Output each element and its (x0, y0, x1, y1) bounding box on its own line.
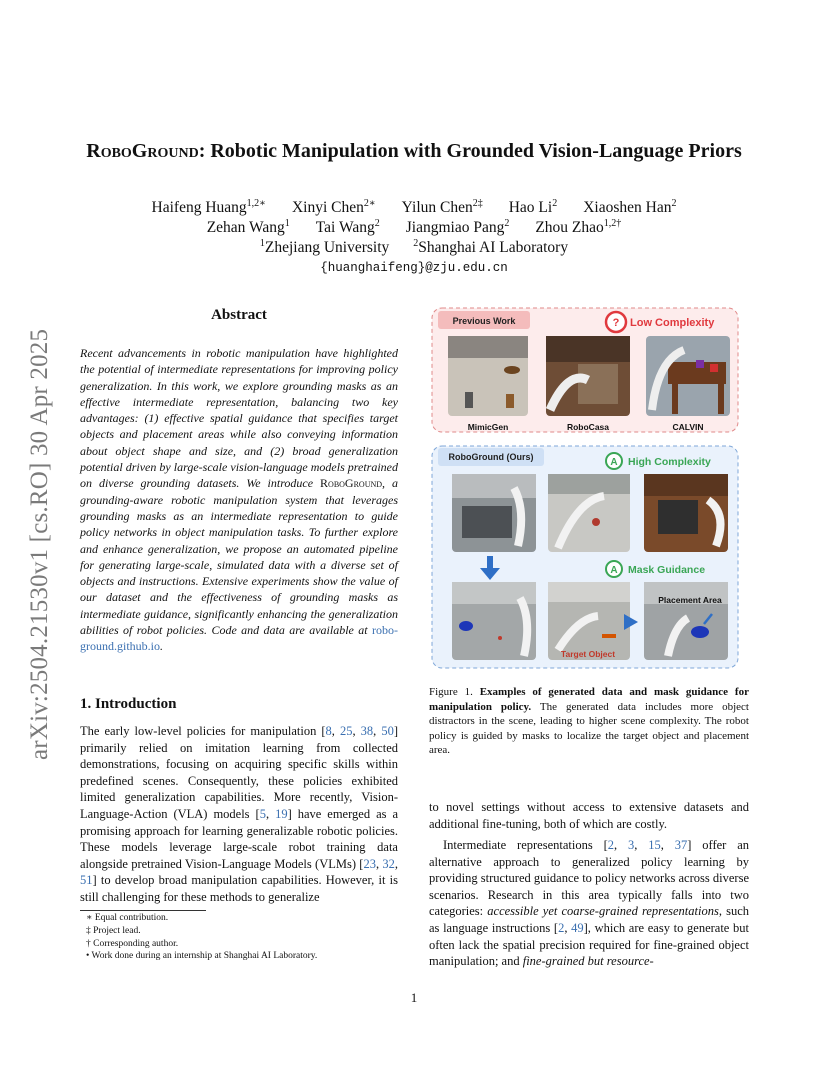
title-name: RoboGround (86, 140, 199, 162)
question-badge-text: ? (612, 317, 620, 329)
paragraph-text: , (660, 838, 675, 852)
scene-label-robocasa: RoboCasa (566, 422, 610, 432)
intro-paragraph-continued: to novel settings without access to extensive datasets and additional fine-tuning, both of which are costly. (429, 800, 749, 831)
author-text: Xiaoshen Han (583, 199, 672, 217)
author-affiliation-sup: 2 (374, 218, 380, 229)
target-object-label: Target Object (560, 649, 616, 659)
citation-link[interactable]: 49 (571, 920, 584, 935)
figure-1 (428, 300, 750, 672)
placement-area-label: Placement Area (658, 595, 722, 605)
citation-link[interactable]: 50 (381, 724, 394, 738)
emphasis-text: fine-grained but resource- (522, 954, 654, 969)
citation-link[interactable]: 32 (382, 856, 395, 871)
footnote: ‡ Project lead. (86, 925, 141, 936)
paragraph-text: , (613, 838, 628, 852)
paragraph-text: , (634, 838, 649, 852)
author-affiliation-sup: 2 (504, 218, 510, 229)
mask-scene-3-image (644, 582, 728, 660)
arxiv-id: arXiv:2504.21530v1 [cs.RO] 30 Apr 2025 (26, 328, 53, 760)
author-text: Tai Wang (315, 219, 375, 237)
caption-rest: The generated data includes more object distractors in the scene, leading to higher scene complexity. The robot policy is guided by masks to localize the target object and placement area. (429, 700, 749, 756)
abstract-part: Recent advancements in robotic manipulation have highlighted the potential of intermediate representations for improving policy generalization. In this work, we explore grounding masks as an effective intermediate representation, balancing two key advantages: (1) effective spatial guidance that specifies target objects and placement areas while also conveying information about object shape and size, and (2) broad generalization potential driven by large-scale vision-language models pretrained on diverse grounding datasets. We introduce (80, 346, 398, 491)
answer-badge-text: A (610, 457, 618, 468)
paragraph-text: , (375, 856, 383, 871)
paragraph-text: ] primarily relied on imitation learning from collected demonstrations, focusing on acquiring specific skills within predefined scenes. Consequently, these policies exhibited limited generalization capabilities. More recently, Vision-Language-Action (VLA) models [ (80, 724, 399, 821)
paragraph-text: , (331, 724, 340, 738)
project-link[interactable]: robo-ground.github.io (80, 623, 398, 654)
paragraph-text: , (352, 724, 361, 738)
author-affiliation-sup: 2‡ (472, 198, 483, 209)
answer-badge-text-2: A (610, 565, 618, 576)
citation-link[interactable]: 37 (674, 838, 688, 852)
high-complexity-label: High Complexity (628, 456, 711, 468)
author-affiliation-sup: 2 (552, 198, 558, 209)
paragraph-text: ] offer an alternative approach to generalized policy learning by providing structured guidance to policy networks across diverse scenarios. Research in this area typically falls into two categories: (429, 838, 749, 919)
paragraph-text: The early low-level policies for manipulation [ (80, 724, 326, 738)
citation-link[interactable]: 2 (558, 920, 565, 935)
footnote: • Work done during an internship at Shanghai AI Laboratory. (86, 951, 318, 962)
author-text: Zhou Zhao (535, 219, 604, 237)
author-text: Yilun Chen (401, 199, 473, 217)
author-affiliation-sup: 2∗ (363, 198, 376, 209)
ours-scene-3-image (644, 474, 728, 552)
citation-link[interactable]: 51 (80, 873, 93, 888)
citation-link[interactable]: 25 (339, 724, 353, 738)
email[interactable]: {huanghaifeng}@zju.edu.cn (320, 261, 508, 275)
emphasis-text: accessible yet coarse-grained representations (487, 904, 719, 919)
caption-head: Figure 1. (429, 686, 480, 698)
low-complexity-label: Low Complexity (630, 317, 715, 329)
paragraph-text: , (373, 724, 382, 738)
previous-work-label: Previous Work (452, 316, 516, 326)
author-affiliation-sup: 2 (671, 198, 677, 209)
author-affiliation-sup: 1 (284, 218, 290, 229)
scene-mimicgen-image (448, 336, 528, 416)
citation-link[interactable]: 23 (363, 856, 376, 871)
paragraph-text: , (394, 856, 398, 871)
footnote-rule (80, 910, 206, 911)
paragraph-text: ], which are easy to generate but often lack the spatial precision required for fine-grained object manipulation; and (429, 920, 750, 969)
title-rest: : Robotic Manipulation with Grounded Vision-Language Priors (198, 140, 742, 162)
paragraph-text: ] have emerged as a promising approach for learning generalizable robotic policies. These models leverage large-scale robot training data alongside pretrained Vision-Language Models (VLMs) [ (80, 806, 399, 871)
citation-link[interactable]: 15 (648, 838, 661, 852)
author-text: Haifeng Huang (151, 199, 247, 217)
paper-title (0, 140, 828, 163)
affil-sup: 2 (413, 238, 419, 249)
citation-link[interactable]: 2 (607, 838, 614, 852)
intro-paragraph-2 (429, 837, 749, 970)
arxiv-sidebar (18, 280, 60, 760)
citation-link[interactable]: 8 (325, 724, 332, 738)
author-text: Zehan Wang (206, 219, 285, 237)
abstract-text (80, 345, 398, 655)
footnotes (86, 912, 317, 963)
citation-link[interactable]: 38 (360, 724, 374, 738)
citation-link[interactable]: 19 (275, 806, 288, 821)
caption-bold: Examples of generated data and mask guidance for manipulation policy. (429, 686, 749, 713)
ours-scene-1-image (452, 474, 536, 552)
author-affiliation-sup: 1,2∗ (246, 198, 266, 209)
author-text: Hao Li (508, 199, 553, 217)
author-affiliation-sup: 1,2† (603, 218, 622, 229)
scene-robocasa-image (546, 336, 630, 416)
affiliations (0, 233, 828, 258)
footnote: ∗ Equal contribution. (86, 913, 169, 923)
abstract-system-name: RoboGround (320, 476, 383, 491)
citation-link[interactable]: 3 (627, 838, 635, 852)
footnote: † Corresponding author. (86, 938, 179, 949)
author-text: Xinyi Chen (291, 199, 364, 217)
intro-paragraph-1 (80, 723, 398, 906)
abstract-heading: Abstract (211, 307, 267, 323)
affil-sup: 1 (259, 238, 265, 249)
ours-label: RoboGround (Ours) (448, 452, 534, 462)
section-heading-introduction: 1. Introduction (80, 696, 177, 712)
paragraph-text: , such as language instructions [ (429, 904, 749, 935)
scene-calvin-image (646, 336, 730, 416)
paragraph-text: ] to develop broad manipulation capabilities. However, it is still challenging for these methods to generalize (80, 873, 398, 904)
email-line (0, 256, 828, 279)
paragraph-text: , (265, 806, 276, 821)
paragraph-text: , (564, 920, 572, 935)
paragraph-text: Intermediate representations [ (443, 838, 608, 852)
ours-scene-2-image (548, 474, 630, 552)
mask-scene-1-image (452, 582, 536, 660)
abstract-end: . (160, 639, 163, 654)
scene-label-mimicgen: MimicGen (467, 422, 509, 432)
abstract-part: , a grounding-aware robotic manipulation system that leverages grounding masks as an intermediate representation to guide policy networks in object manipulation tasks. To further explore and enhance generalization, we propose an automated pipeline for generating large-scale, simulated data with a diverse set of objects and instructions. Extensive experiments show the value of our dataset and the effectiveness of grounding masks as intermediate guidance, significantly enhancing the generalization abilities of robot policies. Code and data are available at (80, 476, 398, 638)
figure-caption (429, 685, 749, 758)
citation-link[interactable]: 5 (259, 806, 266, 821)
affil-name: Shanghai AI Laboratory (418, 239, 569, 257)
mask-guidance-label: Mask Guidance (628, 564, 706, 576)
scene-label-calvin: CALVIN (672, 422, 704, 432)
affil-name: Zhejiang University (264, 239, 390, 257)
page-number: 1 (410, 990, 418, 1005)
author-text: Jiangmiao Pang (405, 219, 505, 237)
